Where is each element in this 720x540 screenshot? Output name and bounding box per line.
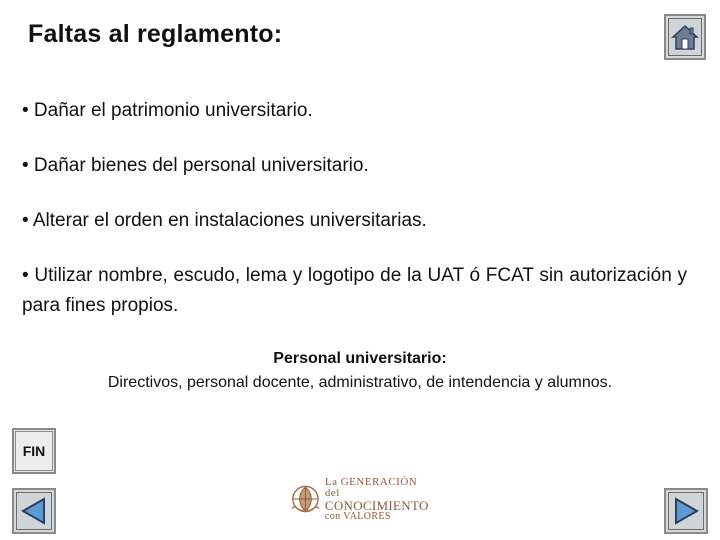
previous-slide-button[interactable] [12, 488, 56, 534]
logo-line-1: La GENERACIÓN del [324, 475, 418, 499]
logo-line-2: CONOCIMIENTO [324, 497, 429, 513]
definition-note [0, 347, 720, 395]
previous-button-face[interactable] [16, 492, 52, 530]
fin-button[interactable] [12, 428, 56, 474]
logo-text [325, 477, 432, 522]
logo-emblem-icon [288, 479, 323, 519]
home-button[interactable] [664, 14, 706, 60]
home-button-face[interactable] [668, 18, 702, 56]
next-slide-button[interactable] [664, 488, 708, 534]
fin-label[interactable]: FIN [15, 431, 53, 471]
generacion-conocimiento-logo [288, 475, 432, 522]
bullet-list [22, 96, 687, 346]
triangle-left-icon [19, 496, 49, 526]
bullet-item: • Dañar el patrimonio universitario. [22, 100, 313, 121]
next-button-face[interactable] [668, 492, 704, 530]
note-heading: Personal universitario: [273, 350, 447, 367]
logo-line-3: con VALORES [324, 510, 391, 522]
bullet-item: • Dañar bienes del personal universitario. [22, 155, 369, 176]
slide-title: Faltas al reglamento: [28, 20, 283, 48]
bullet-item: • Alterar el orden en instalaciones universitarias. [22, 210, 427, 231]
note-text: Directivos, personal docente, administrativo, de intendencia y alumnos. [107, 374, 613, 391]
home-icon [671, 23, 699, 51]
bullet-item: • Utilizar nombre, escudo, lema y logotipo de la UAT ó FCAT sin autorización y para fines propios. [22, 265, 687, 316]
triangle-right-icon [671, 496, 701, 526]
